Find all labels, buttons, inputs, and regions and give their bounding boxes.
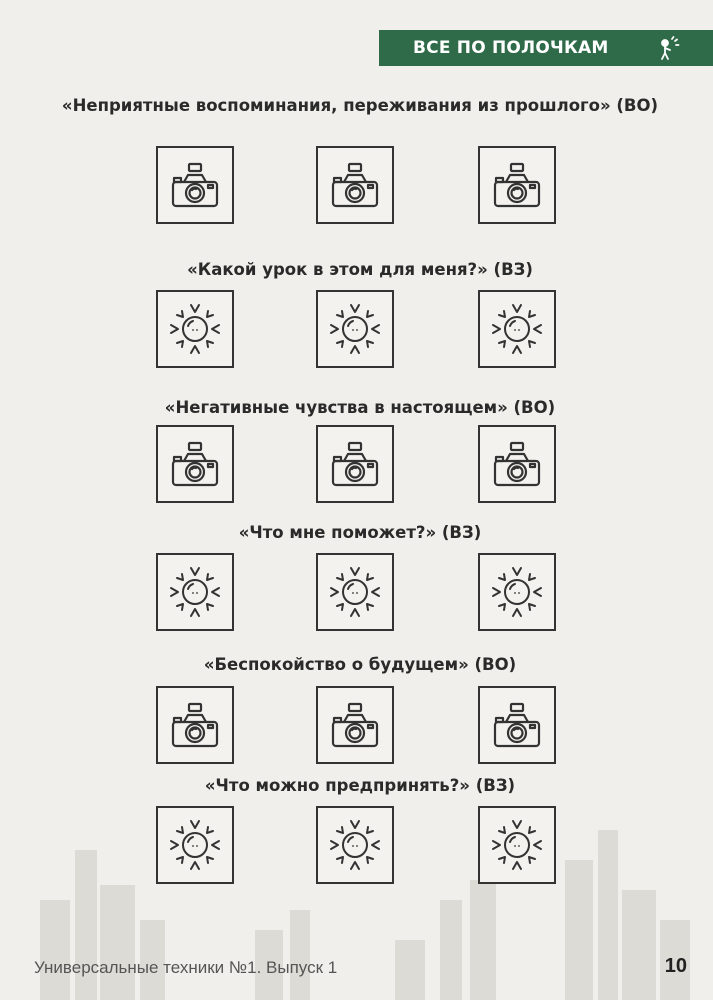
camera-icon-box: [316, 425, 394, 503]
sun-icon-box: [316, 553, 394, 631]
icon-row-lesson: [0, 290, 713, 374]
sun-icon: [165, 562, 225, 622]
camera-icon: [487, 434, 547, 494]
header-title: ВСЕ ПО ПОЛОЧКАМ: [413, 38, 609, 58]
icon-row-future: [0, 686, 713, 770]
camera-icon: [165, 155, 225, 215]
icon-row-action: [0, 806, 713, 890]
camera-icon-box: [478, 146, 556, 224]
sun-icon: [325, 815, 385, 875]
sun-icon-box: [156, 806, 234, 884]
footer-publication-title: Универсальные техники №1. Выпуск 1: [34, 958, 338, 977]
sun-icon-box: [478, 290, 556, 368]
icon-row-present: [0, 425, 713, 509]
sun-icon: [325, 562, 385, 622]
camera-icon-box: [156, 686, 234, 764]
camera-icon: [487, 155, 547, 215]
camera-icon-box: [156, 425, 234, 503]
section-heading-present: «Негативные чувства в настоящем» (ВО): [164, 398, 556, 417]
section-heading-future: «Беспокойство о будущем» (ВО): [203, 655, 517, 674]
camera-icon: [325, 434, 385, 494]
sun-icon-box: [316, 806, 394, 884]
sun-icon-box: [316, 290, 394, 368]
camera-icon-box: [156, 146, 234, 224]
camera-icon-box: [478, 425, 556, 503]
camera-icon-box: [478, 686, 556, 764]
icon-row-past: [0, 146, 713, 230]
sun-icon: [165, 299, 225, 359]
sun-icon: [325, 299, 385, 359]
sun-icon-box: [478, 806, 556, 884]
section-heading-lesson: «Какой урок в этом для меня?» (ВЗ): [187, 260, 533, 279]
section-heading-help: «Что мне поможет?» (ВЗ): [238, 523, 482, 542]
icon-row-help: [0, 553, 713, 637]
sun-icon: [165, 815, 225, 875]
camera-icon: [165, 695, 225, 755]
camera-icon: [325, 155, 385, 215]
camera-icon: [325, 695, 385, 755]
section-heading-past: «Неприятные воспоминания, переживания из прошлого» (ВО): [61, 96, 659, 115]
camera-icon-box: [316, 686, 394, 764]
camera-icon-box: [316, 146, 394, 224]
sun-icon-box: [478, 553, 556, 631]
sun-icon: [487, 815, 547, 875]
header-banner: [379, 30, 713, 66]
thinking-figure-icon: [656, 35, 682, 61]
sun-icon: [487, 299, 547, 359]
page-number: 10: [664, 955, 687, 977]
sun-icon-box: [156, 553, 234, 631]
camera-icon: [165, 434, 225, 494]
camera-icon: [487, 695, 547, 755]
sun-icon: [487, 562, 547, 622]
sun-icon-box: [156, 290, 234, 368]
section-heading-action: «Что можно предпринять?» (ВЗ): [204, 776, 516, 795]
